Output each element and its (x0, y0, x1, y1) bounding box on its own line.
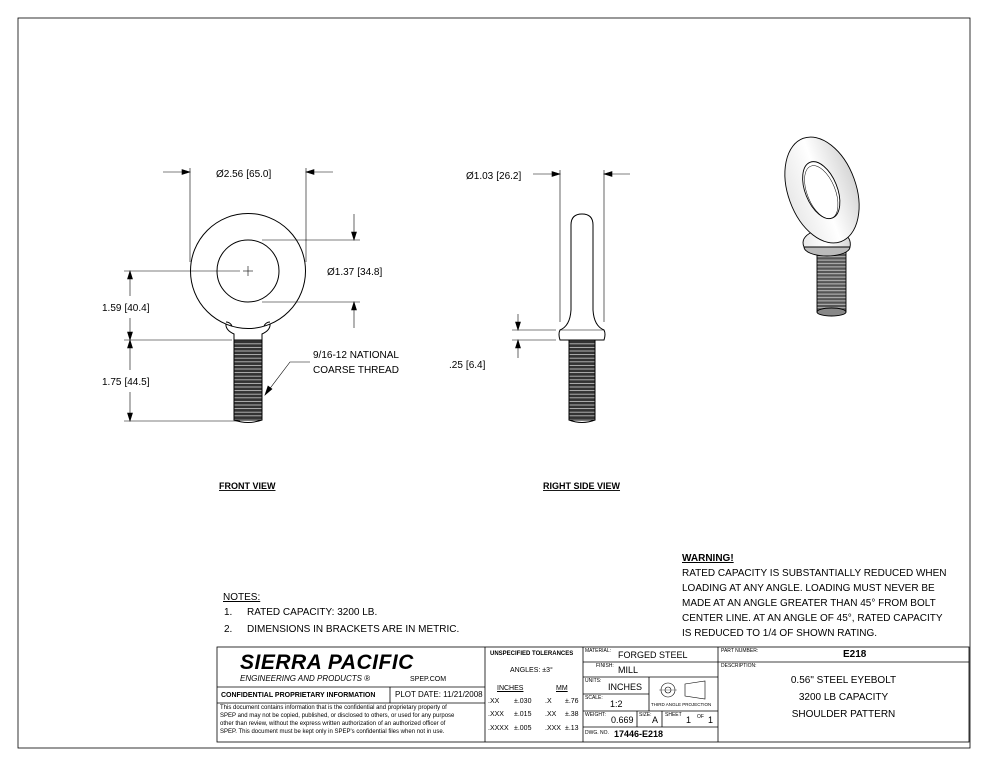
tol-row-2-in-val: ±.015 (514, 711, 532, 718)
warning-title: WARNING! (682, 553, 734, 564)
description-line-3: SHOULDER PATTERN (791, 709, 896, 720)
company-subtitle: ENGINEERING AND PRODUCTS ® (240, 674, 371, 683)
disclaimer-line-1: This document contains information that is the confidential and proprietary property of (220, 705, 447, 711)
tol-row-1-in-key: .XX (488, 698, 500, 705)
disclaimer-line-3: other than review, without the express written authorization of an authorized officer of (220, 721, 446, 727)
part-number-value: E218 (843, 649, 867, 660)
tol-row-1-in-val: ±.030 (514, 698, 532, 705)
confidential-label: CONFIDENTIAL PROPRIETARY INFORMATION (221, 692, 376, 699)
tol-row-2-in-key: .XXX (488, 711, 504, 718)
side-body (559, 214, 605, 340)
front-view (191, 214, 306, 423)
warning-line-1: RATED CAPACITY IS SUBSTANTIALLY REDUCED WHEN (682, 568, 947, 579)
outer-diameter-label: Ø2.56 [65.0] (216, 169, 272, 180)
plot-date: PLOT DATE: 11/21/2008 (395, 690, 483, 699)
description-label: DESCRIPTION: (721, 663, 757, 669)
projection-label: THIRD ANGLE PROJECTION (651, 702, 712, 707)
tol-row-3-mm-key: .XXX (545, 725, 561, 732)
finish-label: FINISH: (596, 663, 614, 669)
description-line-2: 3200 LB CAPACITY (798, 692, 889, 703)
inner-diameter-label: Ø1.37 [34.8] (327, 267, 383, 278)
note-2-num: 2. (224, 624, 233, 635)
warning-line-5: IS REDUCED TO 1/4 OF SHOWN RATING. (682, 628, 878, 639)
units-label: UNITS: (585, 678, 602, 684)
front-thread (234, 340, 262, 420)
warning-line-2: LOADING AT ANY ANGLE. LOADING MUST NEVER BE (682, 583, 935, 594)
tol-row-3-mm-val: ±.13 (565, 725, 579, 732)
tol-row-1-mm-val: ±.76 (565, 698, 579, 705)
tol-row-3-in-key: .XXXX (488, 725, 509, 732)
size-value: A (652, 715, 659, 725)
tol-row-1-mm-key: .X (545, 698, 552, 705)
side-thread (569, 340, 595, 420)
tol-row-3-in-val: ±.005 (514, 725, 532, 732)
note-2-text: DIMENSIONS IN BRACKETS ARE IN METRIC. (247, 624, 460, 635)
material-value: FORGED STEEL (618, 650, 688, 660)
shoulder-label: .25 [6.4] (449, 360, 486, 371)
sheet-number: 1 (686, 715, 692, 725)
disclaimer-line-4: SPEP. This document must be kept only in SPEP's confidential files when not in use. (220, 729, 445, 735)
units-value: INCHES (608, 682, 643, 692)
warning-line-4: CENTER LINE. AT AN ANGLE OF 45°, RATED CAPACITY (682, 613, 943, 624)
thread-callout-line1: 9/16-12 NATIONAL (313, 350, 399, 361)
side-view-title: RIGHT SIDE VIEW (543, 481, 621, 491)
dwg-no-label: DWG. NO. (585, 730, 609, 736)
sheet-of-label: OF (697, 714, 704, 720)
warning-line-3: MADE AT AN ANGLE GREATER THAN 45° FROM BOLT (682, 598, 936, 609)
dwg-no-value: 17446-E218 (614, 729, 664, 739)
tolerances-mm-header: MM (556, 685, 568, 692)
part-number-label: PART NUMBER: (721, 648, 759, 654)
side-width-label: Ø1.03 [26.2] (466, 171, 522, 182)
finish-value: MILL (618, 665, 639, 675)
third-angle-projection-symbol (659, 681, 705, 699)
sheet-label: SHEET (665, 712, 682, 718)
description-line-1: 0.56" STEEL EYEBOLT (790, 675, 897, 686)
material-label: MATERIAL: (585, 648, 612, 654)
front-view-title: FRONT VIEW (219, 481, 276, 491)
weight-label: WEIGHT: (585, 712, 606, 718)
eye-height-label: 1.59 [40.4] (102, 303, 150, 314)
side-view (559, 214, 605, 423)
isometric-view (771, 127, 873, 316)
tolerances-title: UNSPECIFIED TOLERANCES (490, 651, 574, 657)
tol-row-2-mm-key: .XX (545, 711, 557, 718)
thread-length-label: 1.75 [44.5] (102, 377, 150, 388)
notes-title: NOTES: (223, 592, 261, 603)
size-label: SIZE: (639, 712, 652, 718)
scale-value: 1:2 (610, 699, 623, 709)
note-1-text: RATED CAPACITY: 3200 LB. (247, 607, 378, 618)
disclaimer-line-2: SPEP and may not be copied, published, or disclosed to others, or used for any purpose (220, 713, 455, 719)
company-website: SPEP.COM (410, 676, 447, 683)
note-1-num: 1. (224, 607, 233, 618)
tol-row-2-mm-val: ±.38 (565, 711, 579, 718)
thread-callout-line2: COARSE THREAD (313, 365, 399, 376)
sheet-total: 1 (708, 715, 714, 725)
scale-label: SCALE: (585, 695, 603, 701)
tolerances-angles: ANGLES: ±3° (510, 667, 553, 674)
company-name: SIERRA PACIFIC (240, 651, 414, 674)
tolerances-inches-header: INCHES (497, 685, 524, 692)
weight-value: 0.669 (611, 715, 634, 725)
